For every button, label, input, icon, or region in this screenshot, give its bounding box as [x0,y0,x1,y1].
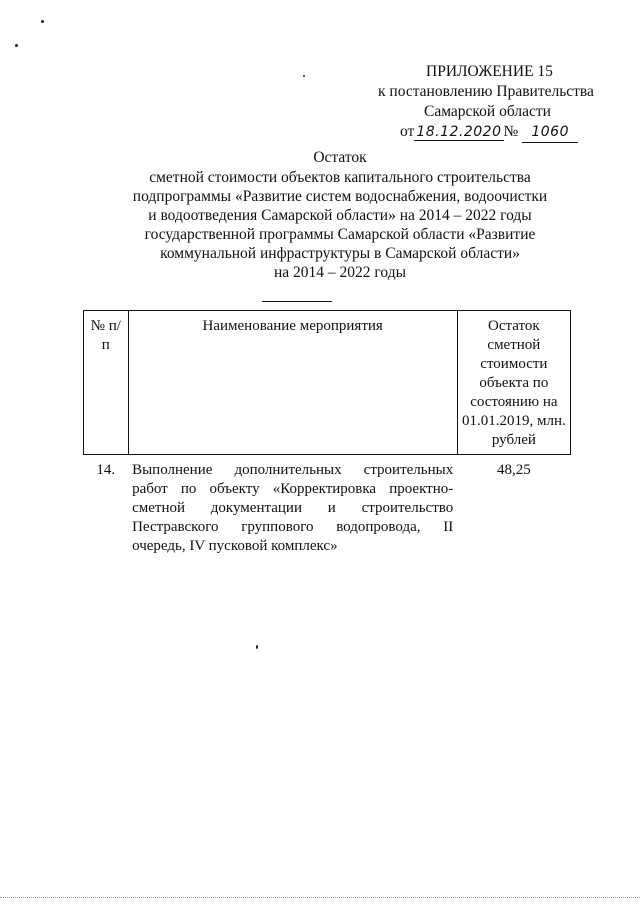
scan-speck [41,20,44,23]
title-main: Остаток [313,149,367,166]
header-rest: Остаток сметной стоимости объекта по состоянию на 01.01.2019, млн. рублей [457,311,570,455]
estimate-table [83,310,571,560]
scan-speck [15,44,18,47]
appendix-reference: к постановлению Правительства [378,83,594,100]
estimate-table-grid [83,310,571,560]
appendix-title: ПРИЛОЖЕНИЕ 15 [426,63,553,80]
date-prefix: от [400,123,415,140]
appendix-date-number [372,122,602,143]
table-header-row [84,311,571,455]
divider-line [262,301,332,302]
title-line: подпрограммы «Развитие систем водоснабжения, водоочистки [132,188,548,205]
appendix-block [372,62,602,143]
scan-speck [256,645,258,649]
handwritten-number: 1060 [522,122,578,143]
scan-speck [303,75,305,77]
title-line: государственной программы Самарской области «Развитие [144,226,536,243]
row-number: 14. [96,462,116,478]
appendix-region: Самарской области [424,103,551,120]
title-line: сметной стоимости объектов капитального строительства [149,169,531,186]
scan-border [0,897,640,899]
table-row [84,455,571,561]
header-name: Наименование мероприятия [128,311,457,455]
row-name: Выполнение дополнительных строительных работ по объекту «Корректировка проектно-сметной документации и строительство Пестравского группового водопровода, II очередь, IV пусковой комплекс» [132,462,454,554]
title-line: на 2014 – 2022 годы [274,264,406,281]
handwritten-date: 18.12.2020 [416,124,502,140]
row-rest-value: 48,25 [496,462,531,478]
number-prefix: № [503,123,519,140]
header-no: № п/п [84,311,129,455]
title-line: коммунальной инфраструктуры в Самарской области» [160,245,520,262]
title-line: и водоотведения Самарской области» на 2014 – 2022 годы [148,207,532,224]
document-title [80,148,600,282]
